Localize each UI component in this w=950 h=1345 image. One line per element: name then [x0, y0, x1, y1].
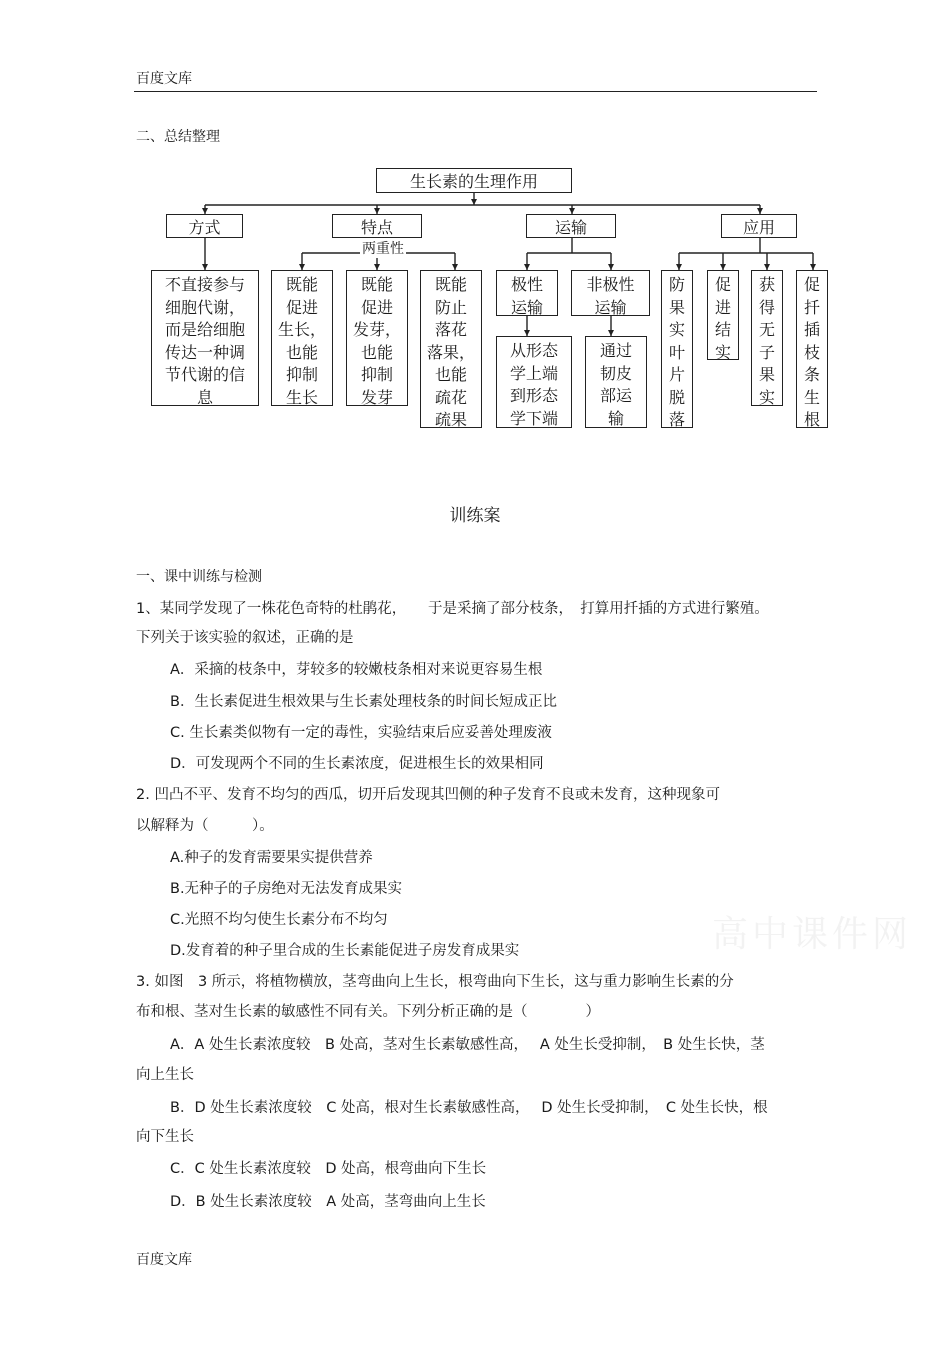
- category-mode-box: 方式: [166, 214, 243, 238]
- feature-box-flowers-fruits: 既能 防止 落花 落果， 也能 疏花 疏果: [420, 270, 482, 428]
- category-feature-box: 特点: [332, 214, 422, 238]
- q1-option-a: A．采摘的枝条中，芽较多的较嫩枝条相对来说更容易生根: [170, 662, 543, 678]
- feature-box-germination: 既能 促进 发芽， 也能 抑制 发芽: [346, 270, 408, 406]
- q1-option-b: B．生长素促进生根效果与生长素处理枝条的时间长短成正比: [170, 694, 557, 710]
- transport-detail-polar: 从形态 学上端 到形态 学下端: [496, 336, 572, 428]
- watermark: 高中课件网: [712, 914, 913, 955]
- q3-option-b-line2: 向下生长: [136, 1129, 194, 1145]
- q2-option-d: D.发育着的种子里合成的生长素能促进子房发育成果实: [170, 943, 520, 959]
- category-application-box: 应用: [721, 214, 797, 238]
- summary-heading: 二、总结整理: [136, 129, 220, 145]
- q2-stem-line2: 以解释为（ ）。: [136, 818, 274, 834]
- transport-type-nonpolar: 非极性 运输: [571, 270, 650, 316]
- q3-option-a-line1: A．A 处生长素浓度较 B 处高，茎对生长素敏感性高， A 处生长受抑制， B 处生长快，茎: [170, 1037, 765, 1053]
- q2-stem-line1: 2. 凹凸不平、发育不均匀的西瓜，切开后发现其凹侧的种子发育不良或未发育，这种现象可: [136, 787, 720, 803]
- feature-sublabel: 两重性: [360, 238, 406, 258]
- q1-stem-line2: 下列关于该实验的叙述，正确的是: [136, 630, 354, 646]
- q2-option-a: A.种子的发育需要果实提供营养: [170, 850, 373, 866]
- training-title: 训练案: [449, 506, 501, 526]
- application-box-seedless-fruit: 获 得 无 子 果 实: [751, 270, 783, 406]
- transport-type-polar: 极性 运输: [496, 270, 558, 316]
- q3-option-c: C．C 处生长素浓度较 D 处高，根弯曲向下生长: [170, 1161, 487, 1177]
- q2-option-c: C.光照不均匀使生长素分布不均匀: [170, 912, 388, 928]
- q2-option-b: B.无种子的子房绝对无法发育成果实: [170, 881, 403, 897]
- q1-option-d: D．可发现两个不同的生长素浓度，促进根生长的效果相同: [170, 756, 544, 772]
- q3-option-b-line1: B．D 处生长素浓度较 C 处高，根对生长素敏感性高， D 处生长受抑制， C 处生长快，根: [170, 1100, 768, 1116]
- q3-stem-line1: 3. 如图 3 所示，将植物横放，茎弯曲向上生长，根弯曲向下生长，这与重力影响生长素的分: [136, 974, 734, 990]
- application-box-promote-fruiting: 促 进 结 实: [707, 270, 739, 360]
- q3-option-a-line2: 向上生长: [136, 1067, 194, 1083]
- category-transport-box: 运输: [526, 214, 616, 238]
- application-box-prevent-drop: 防 果 实 叶 片 脱 落: [661, 270, 693, 428]
- footer-brand: 百度文库: [136, 1252, 192, 1268]
- diagram-root-box: 生长素的生理作用: [376, 168, 572, 193]
- q3-option-d: D．B 处生长素浓度较 A 处高，茎弯曲向上生长: [170, 1194, 486, 1210]
- application-box-cutting-rooting: 促 扦 插 枝 条 生 根: [796, 270, 828, 428]
- q3-stem-line2: 布和根、茎对生长素的敏感性不同有关。下列分析正确的是（ ）: [136, 1004, 600, 1020]
- q1-option-c: C. 生长素类似物有一定的毒性，实验结束后应妥善处理废液: [170, 725, 552, 741]
- feature-box-growth: 既能 促进 生长， 也能 抑制 生长: [271, 270, 333, 406]
- q1-stem-line1: 1、某同学发现了一株花色奇特的杜鹃花， 于是采摘了部分枝条， 打算用扦插的方式进行繁殖。: [136, 601, 769, 617]
- practice-heading: 一、课中训练与检测: [136, 569, 262, 585]
- transport-detail-nonpolar: 通过 韧皮 部运 输: [585, 336, 647, 428]
- mode-description-box: 不直接参与 细胞代谢， 而是给细胞 传达一种调 节代谢的信 息: [151, 270, 259, 406]
- header-brand: 百度文库: [136, 71, 192, 87]
